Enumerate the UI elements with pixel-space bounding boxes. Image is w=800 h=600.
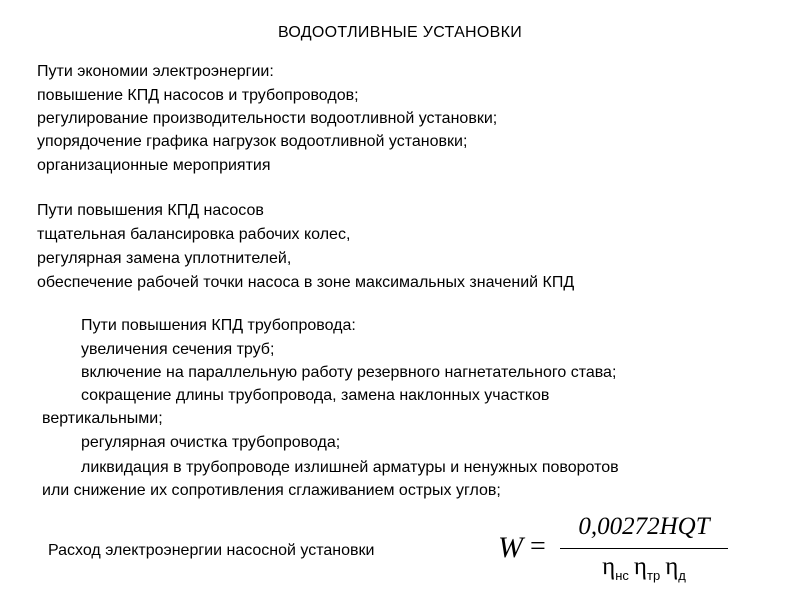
section3-item: увеличения сечения труб; xyxy=(81,341,275,358)
section2-heading: Пути повышения КПД насосов xyxy=(37,202,264,219)
section1-item: регулирование производительности водоотливной установки; xyxy=(37,110,498,127)
eta-symbol: η xyxy=(665,553,679,580)
section1-heading: Пути экономии электроэнергии: xyxy=(37,63,274,80)
section2-item: обеспечение рабочей точки насоса в зоне максимальных значений КПД xyxy=(37,274,575,291)
section3-heading: Пути повышения КПД трубопровода: xyxy=(81,317,356,334)
energy-formula xyxy=(498,513,738,585)
formula-denominator xyxy=(560,553,728,583)
section3-item: регулярная очистка трубопровода; xyxy=(81,434,341,451)
eta-subscript: д xyxy=(678,568,686,583)
eta-symbol: η xyxy=(633,553,647,580)
formula-equals: = xyxy=(530,531,546,562)
section3-item: сокращение длины трубопровода, замена наклонных участков xyxy=(81,387,550,404)
eta-symbol: η xyxy=(602,553,616,580)
formula-numerator: 0,00272HQT xyxy=(578,513,710,540)
fraction-bar xyxy=(560,548,728,549)
section2-item: тщательная балансировка рабочих колес, xyxy=(37,226,351,243)
section1-item: повышение КПД насосов и трубопроводов; xyxy=(37,87,359,104)
section3-item-continuation: или снижение их сопротивления сглаживанием острых углов; xyxy=(42,482,501,499)
formula-lhs: W xyxy=(498,531,523,564)
section3-item: ликвидация в трубопроводе излишней арматуры и ненужных поворотов xyxy=(81,459,619,476)
section3-item: включение на параллельную работу резервного нагнетательного става; xyxy=(81,364,617,381)
section1-item: организационные мероприятия xyxy=(37,157,271,174)
formula-label: Расход электроэнергии насосной установки xyxy=(48,542,375,559)
eta-subscript: нс xyxy=(615,568,629,583)
section1-item: упорядочение графика нагрузок водоотливной установки; xyxy=(37,133,468,150)
section3-item-continuation: вертикальными; xyxy=(42,410,163,427)
page-title: ВОДООТЛИВНЫЕ УСТАНОВКИ xyxy=(277,24,523,41)
eta-subscript: тр xyxy=(646,568,661,583)
section2-item: регулярная замена уплотнителей, xyxy=(37,250,292,267)
